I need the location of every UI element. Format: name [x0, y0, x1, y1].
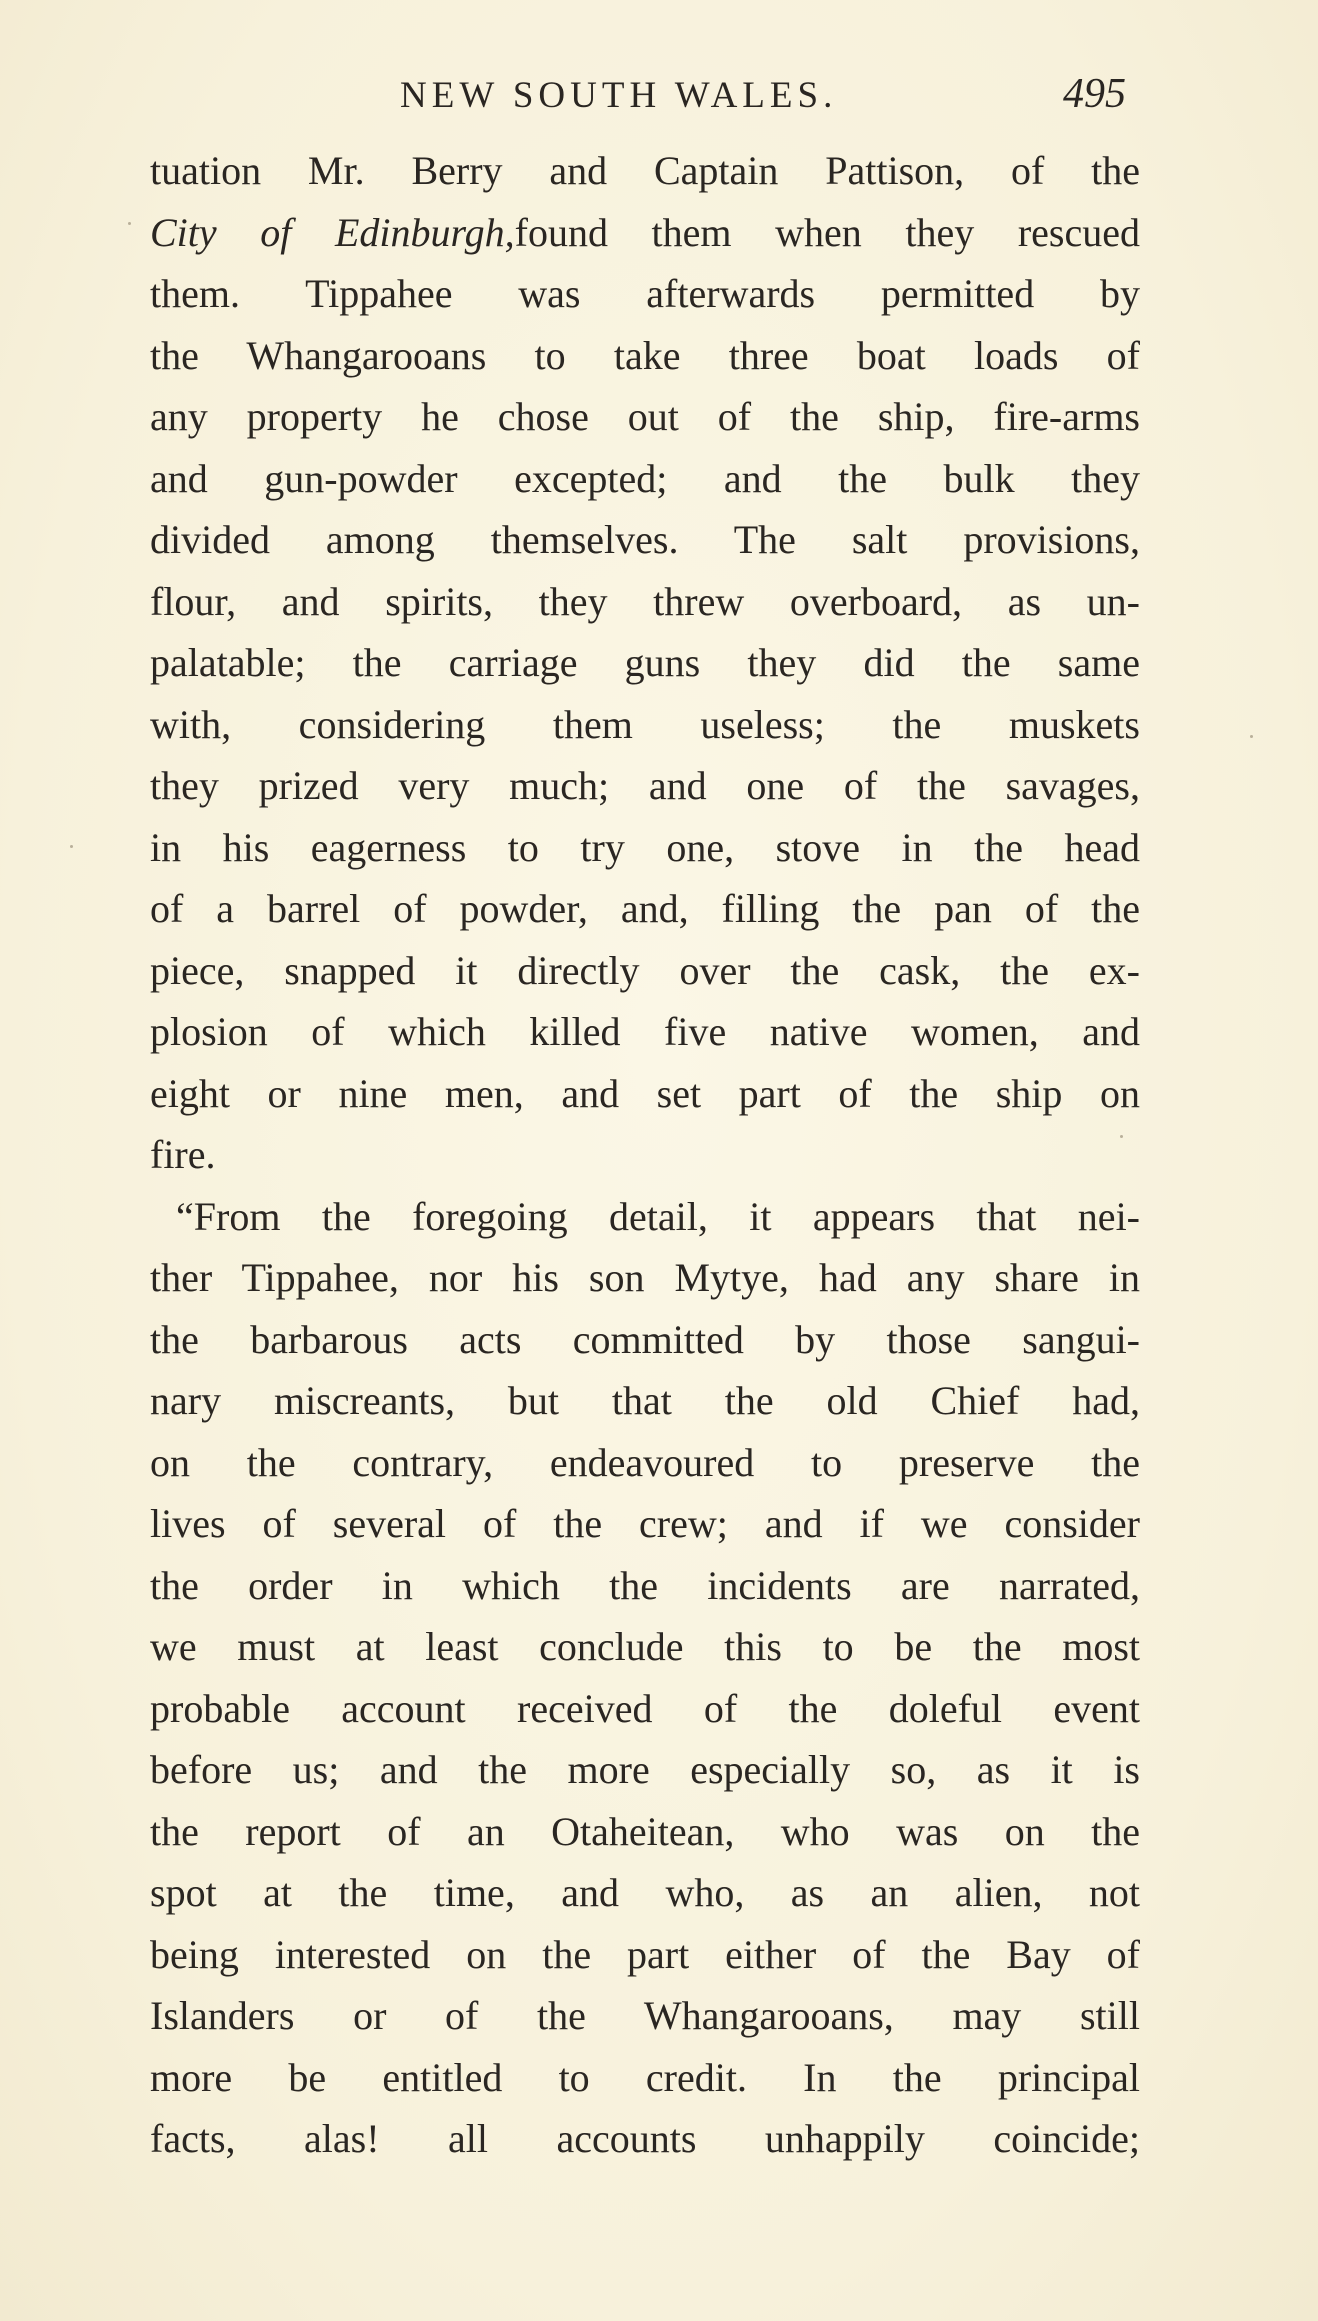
body-text [150, 140, 1140, 2170]
text-line: the report of an Otaheitean, who was on the [150, 1808, 1140, 1854]
paper-speck [1250, 735, 1253, 738]
text-line: on the contrary, endeavoured to preserve the [150, 1439, 1140, 1485]
paper-speck [70, 845, 73, 848]
text-line: tuation Mr. Berry and Captain Pattison, of the [150, 148, 1140, 193]
text-line [150, 202, 1140, 264]
text-line-rest: found them when they rescued [514, 209, 1140, 255]
text-line: facts, alas! all accounts unhappily coincide; [150, 2116, 1140, 2161]
running-head [150, 66, 1140, 126]
text-line: of a barrel of powder, and, filling the pan of the [150, 886, 1140, 931]
text-line: flour, and spirits, they threw overboard, as un- [150, 578, 1140, 624]
text-line: with, considering them useless; the muskets [150, 701, 1140, 747]
text-line: palatable; the carriage guns they did the same [150, 640, 1140, 685]
text-line: we must at least conclude this to be the most [150, 1624, 1140, 1669]
paragraph-start-line: “From the foregoing detail, it appears that nei- [176, 1193, 1140, 1239]
text-line: probable account received of the doleful event [150, 1685, 1140, 1731]
text-line: being interested on the part either of the Bay of [150, 1931, 1140, 1977]
running-title: NEW SOUTH WALES. [400, 75, 838, 116]
text-line: they prized very much; and one of the savages, [150, 763, 1140, 808]
text-line: divided among themselves. The salt provisions, [150, 517, 1140, 562]
text-line: ther Tippahee, nor his son Mytye, had any share in [150, 1255, 1140, 1300]
text-line: plosion of which killed five native women, and [150, 1009, 1140, 1054]
page-number: 495 [1063, 71, 1126, 117]
text-line: the barbarous acts committed by those sangui- [150, 1316, 1140, 1362]
italic-ship-name: City of Edinburgh, [150, 209, 515, 255]
text-line: any property he chose out of the ship, fire-arms [150, 394, 1140, 439]
text-line: lives of several of the crew; and if we consider [150, 1501, 1140, 1546]
text-line: more be entitled to credit. In the principal [150, 2054, 1140, 2100]
text-line: and gun-powder excepted; and the bulk they [150, 455, 1140, 501]
text-line: the Whangarooans to take three boat loads of [150, 332, 1140, 378]
text-line: eight or nine men, and set part of the ship on [150, 1070, 1140, 1116]
text-line: nary miscreants, but that the old Chief had, [150, 1378, 1140, 1423]
text-line: Islanders or of the Whangarooans, may still [150, 1993, 1140, 2038]
paper-speck [128, 222, 131, 225]
text-line: before us; and the more especially so, as it is [150, 1747, 1140, 1792]
text-line: the order in which the incidents are narrated, [150, 1562, 1140, 1608]
text-line: piece, snapped it directly over the cask, the ex- [150, 947, 1140, 993]
text-line: them. Tippahee was afterwards permitted by [150, 271, 1140, 316]
text-line: spot at the time, and who, as an alien, not [150, 1870, 1140, 1915]
paper-speck [1120, 1135, 1123, 1138]
text-line: fire. [150, 1132, 216, 1177]
text-line: in his eagerness to try one, stove in the head [150, 824, 1140, 870]
